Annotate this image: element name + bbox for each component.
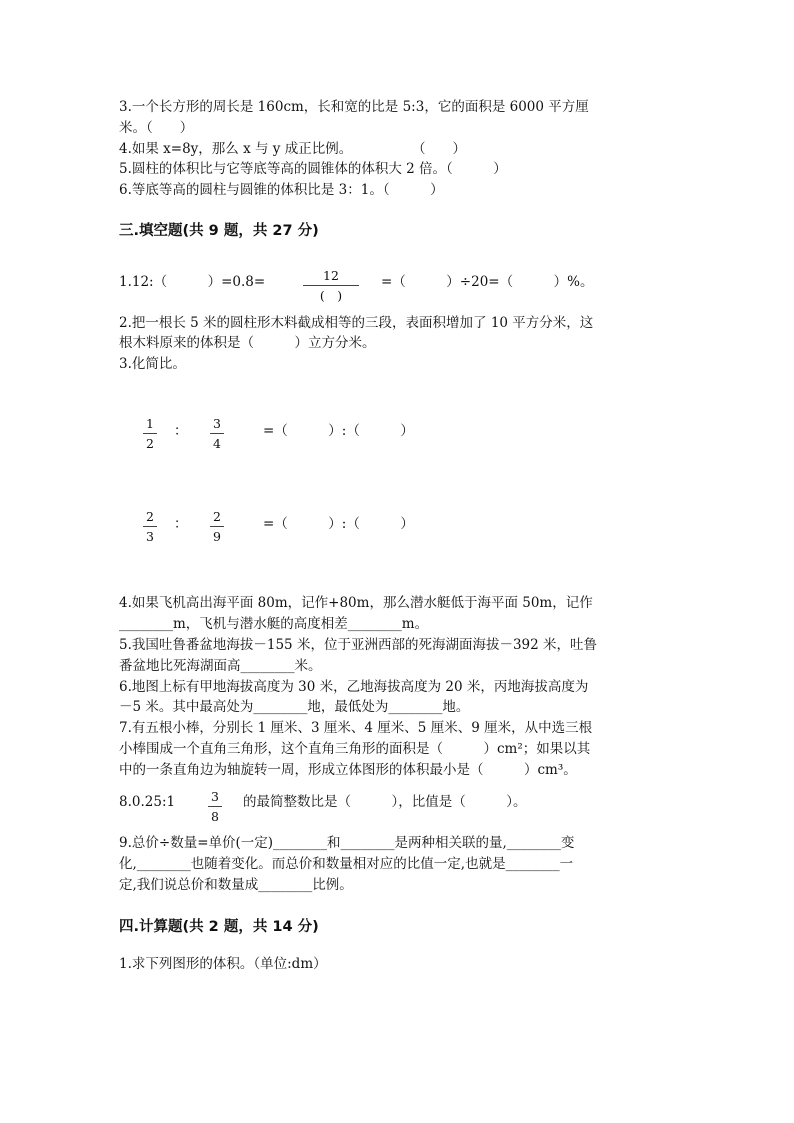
q3-7-line3: 中的一条直角边为轴旋转一周，形成立体图形的体积最小是（ ）cm³。 — [119, 762, 577, 778]
fraction-numerator: 3 — [211, 789, 219, 804]
q3-6-line2: －5 米。其中最高处为________地，最低处为________地。 — [119, 699, 470, 715]
fraction-denominator: 4 — [213, 436, 221, 451]
ratio2-fraction-right — [210, 509, 224, 544]
fraction-bar — [143, 433, 157, 434]
q3-3-text: 3.化简比。 — [119, 356, 186, 372]
q3-9-line3: 定,我们说总价和数量成________比例。 — [119, 877, 353, 893]
fraction-denominator: 8 — [211, 809, 219, 824]
q3-7-line2: 小棒围成一个直角三角形，这个直角三角形的面积是（ ）cm²；如果以其 — [119, 741, 591, 757]
fraction-denominator: 2 — [146, 436, 154, 451]
q3-9-line2: 化,________也随着变化。而总价和数量相对应的比值一定,也就是________一 — [119, 856, 574, 872]
q3-line2: 米。（ ） — [119, 120, 194, 136]
q3-8-fraction — [208, 789, 222, 824]
q3-4-line2: ________m，飞机与潜水艇的高度相差________m。 — [119, 616, 429, 632]
fraction-denominator: 3 — [146, 529, 154, 544]
q3-8-left: 8.0.25:1 — [119, 794, 176, 810]
q3-7-line1: 7.有五根小棒，分别长 1 厘米、3 厘米、4 厘米、5 厘米、9 厘米，从中选三根 — [119, 720, 593, 736]
fraction-numerator: 12 — [323, 268, 339, 283]
q5-text: 5.圆柱的体积比与它等底等高的圆锥体的体积大 2 倍。（ ） — [119, 161, 507, 177]
q4-text: 4.如果 x=8y，那么 x 与 y 成正比例。 — [119, 141, 353, 157]
q3-4-line1: 4.如果飞机高出海平面 80m，记作+80m，那么潜水艇低于海平面 50m，记作 — [119, 595, 593, 611]
q3-5-line2: 番盆地比死海湖面高________米。 — [119, 658, 322, 674]
q3-line1: 3.一个长方形的周长是 160cm，长和宽的比是 5:3，它的面积是 6000 平方厘 — [119, 99, 589, 115]
fraction-bar — [208, 806, 222, 807]
q3-8-right: 的最简整数比是（ ），比值是（ ）。 — [243, 794, 527, 810]
fraction-numerator: 2 — [213, 509, 221, 524]
ratio1-colon: ： — [174, 423, 188, 439]
fraction-numerator: 2 — [146, 509, 154, 524]
q3-1-right: =（ ）÷20=（ ）%。 — [381, 274, 594, 290]
fraction-numerator: 3 — [213, 416, 221, 431]
q3-2-line1: 2.把一根长 5 米的圆柱形木料截成相等的三段，表面积增加了 10 平方分米，这 — [119, 315, 594, 331]
q4-1-text: 1.求下列图形的体积。（单位:dm） — [119, 956, 327, 972]
fraction-bar — [143, 526, 157, 527]
q3-1-fraction — [303, 268, 359, 303]
ratio2-answer: =（ ）:（ ） — [263, 516, 414, 532]
q3-6-line1: 6.地图上标有甲地海拔高度为 30 米，乙地海拔高度为 20 米，丙地海拔高度为 — [119, 679, 589, 695]
q6-text: 6.等底等高的圆柱与圆锥的体积比是 3：1。（ ） — [119, 182, 444, 198]
ratio1-fraction-left — [143, 416, 157, 451]
q3-5-line1: 5.我国吐鲁番盆地海拔－155 米，位于亚洲西部的死海湖面海拔－392 米，吐鲁 — [119, 637, 597, 653]
fraction-bar — [210, 433, 224, 434]
q3-1-left: 1.12:（ ）=0.8= — [119, 274, 266, 290]
q3-9-line1: 9.总价÷数量=单价(一定)________和________是两种相关联的量,________变 — [119, 835, 575, 851]
ratio1-fraction-right — [210, 416, 224, 451]
fraction-numerator: 1 — [146, 416, 154, 431]
ratio2-colon: ： — [174, 516, 188, 532]
section-heading-fill-in: 三.填空题(共 9 题，共 27 分) — [119, 223, 319, 239]
section-heading-calculation: 四.计算题(共 2 题，共 14 分) — [119, 919, 319, 935]
ratio1-answer: =（ ）:（ ） — [263, 423, 414, 439]
fraction-bar — [210, 526, 224, 527]
fraction-bar — [303, 285, 359, 286]
q4-answer-paren: （ ） — [412, 141, 466, 157]
q3-2-line2: 根木料原来的体积是（ ）立方分米。 — [119, 335, 376, 351]
fraction-denominator: 9 — [213, 529, 221, 544]
fraction-denominator: ( ) — [319, 288, 343, 303]
ratio2-fraction-left — [143, 509, 157, 544]
